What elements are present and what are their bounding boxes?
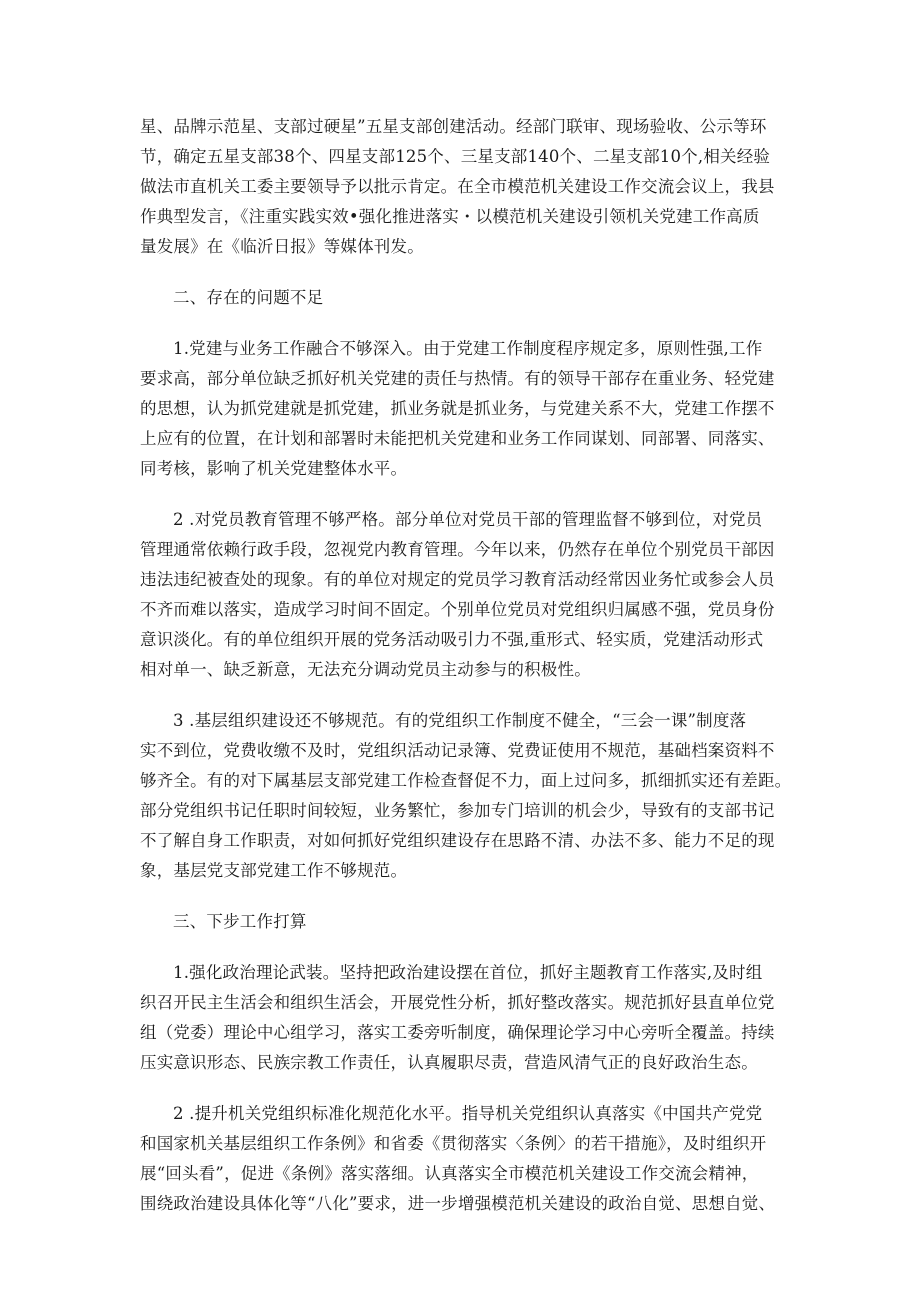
text-line: 2 .对党员教育管理不够严格。部分单位对党员干部的管理监督不够到位，对党员 bbox=[173, 510, 763, 529]
text-line: 织召开民主生活会和组织生活会，开展党性分析，抓好整改落实。规范抓好县直单位党 bbox=[140, 993, 775, 1012]
paragraph-plan-2 bbox=[140, 1099, 800, 1219]
text-line: 1.党建与业务工作融合不够深入。由于党建工作制度程序规定多，原则性强,工作 bbox=[173, 339, 763, 358]
text-line: 不齐而难以落实，造成学习时间不固定。个别单位党员对党组织归属感不强，党员身份 bbox=[140, 600, 775, 619]
section-heading: 二、存在的问题不足 bbox=[173, 288, 324, 307]
text-line: 相对单一、缺乏新意，无法充分调动党员主动参与的积极性。 bbox=[140, 660, 591, 679]
text-line: 上应有的位置，在计划和部署时未能把机关党建和业务工作同谋划、同部署、同落实、 bbox=[140, 429, 775, 448]
text-line: 不了解自身工作职责，对如何抓好党组织建设存在思路不清、办法不多、能力不足的现 bbox=[140, 831, 775, 850]
text-line: 和国家机关基层组织工作条例》和省委《贯彻落实〈条例〉的若干措施》，及时组织开 bbox=[140, 1134, 767, 1153]
text-line: 组（党委）理论中心组学习，落实工委旁听制度，确保理论学习中心旁听全覆盖。持续 bbox=[140, 1023, 775, 1042]
text-line: 3 .基层组织建设还不够规范。有的党组织工作制度不健全，“三会一课”制度落 bbox=[173, 711, 747, 730]
text-line: 星、品牌示范星、支部过硬星”五星支部创建活动。经部门联审、现场验收、公示等环 bbox=[140, 117, 767, 136]
text-line: 压实意识形态、民族宗教工作责任，认真履职尽责，营造风清气正的良好政治生态。 bbox=[140, 1053, 758, 1072]
paragraph-plan-1 bbox=[140, 958, 800, 1078]
paragraph-problem-1 bbox=[140, 334, 800, 484]
text-line: 展“回头看”，促进《条例》落实落细。认真落实全市模范机关建设工作交流会精神， bbox=[140, 1164, 759, 1183]
paragraph-problem-2 bbox=[140, 505, 800, 685]
text-line: 实不到位，党费收缴不及时，党组织活动记录簿、党费证使用不规范，基础档案资料不 bbox=[140, 741, 775, 760]
text-line: 意识淡化。有的单位组织开展的党务活动吸引力不强,重形式、轻实质，党建活动形式 bbox=[140, 630, 764, 649]
text-line: 围绕政治建设具体化等“八化”要求，进一步增强模范机关建设的政治自觉、思想自觉、 bbox=[140, 1194, 776, 1213]
document-page bbox=[140, 112, 800, 1219]
text-line: 1.强化政治理论武装。坚持把政治建设摆在首位，抓好主题教育工作落实,及时组 bbox=[173, 963, 763, 982]
text-line: 管理通常依赖行政手段，忽视党内教育管理。今年以来，仍然存在单位个别党员干部因 bbox=[140, 540, 775, 559]
text-line: 同考核，影响了机关党建整体水平。 bbox=[140, 459, 408, 478]
section-heading-plans bbox=[140, 907, 800, 937]
text-line: 要求高，部分单位缺乏抓好机关党建的责任与热情。有的领导干部存在重业务、轻党建 bbox=[140, 369, 775, 388]
text-line: 做法市直机关工委主要领导予以批示肯定。在全市模范机关建设工作交流会议上，我县 bbox=[140, 177, 775, 196]
text-line: 象，基层党支部党建工作不够规范。 bbox=[140, 861, 408, 880]
text-line: 量发展》在《临沂日报》等媒体刊发。 bbox=[140, 237, 424, 256]
section-heading-problems bbox=[140, 283, 800, 313]
text-line: 的思想，认为抓党建就是抓党建，抓业务就是抓业务，与党建关系不大，党建工作摆不 bbox=[140, 399, 775, 418]
text-line: 违法违纪被查处的现象。有的单位对规定的党员学习教育活动经常因业务忙或参会人员 bbox=[140, 570, 775, 589]
text-line: 部分党组织书记任职时间较短，业务繁忙，参加专门培训的机会少，导致有的支部书记 bbox=[140, 801, 775, 820]
paragraph-intro-continuation bbox=[140, 112, 800, 262]
text-line: 够齐全。有的对下属基层支部党建工作检查督促不力，面上过问多，抓细抓实还有差距。 bbox=[140, 771, 792, 790]
paragraph-problem-3 bbox=[140, 706, 800, 886]
text-line: 节，确定五星支部38个、四星支部125个、三星支部140个、二星支部10个,相关经验 bbox=[140, 147, 771, 166]
text-line: 作典型发言，《注重实践实效•强化推进落实・以模范机关建设引领机关党建工作高质 bbox=[140, 207, 760, 226]
text-line: 2 .提升机关党组织标准化规范化水平。指导机关党组织认真落实《中国共产党党 bbox=[173, 1104, 763, 1123]
section-heading: 三、下步工作打算 bbox=[173, 912, 307, 931]
